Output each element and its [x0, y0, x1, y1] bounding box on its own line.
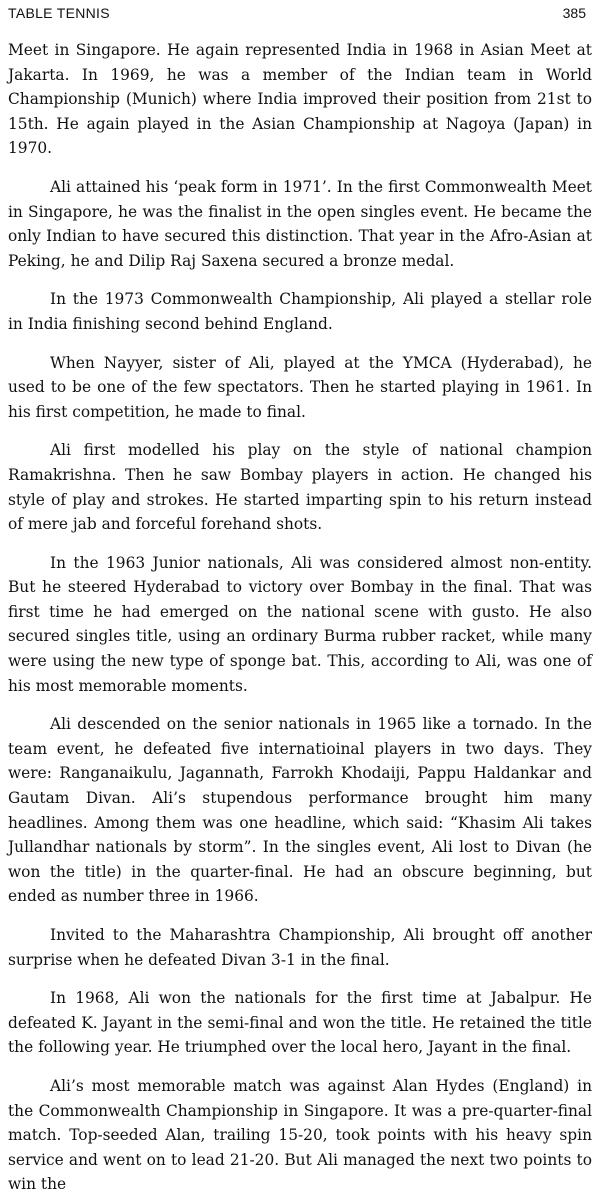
page-header	[8, 4, 592, 26]
running-head: TABLE TENNIS	[8, 5, 110, 21]
paragraph: Ali descended on the senior nationals in 1965 like a tornado. In the team event, he defeated five internatioinal players in two days. They were: Ranganaikulu, Jagannath, Farrokh Khodaiji, Pappu Haldankar and Gautam Divan. Ali’s stupendous performance brought him many headlines. Among them was one headline, which said: “Khasim Ali takes Jullandhar nationals by storm”. In the singles event, Ali lost to Divan (he won the title) in the quarter-final. He had an obscure beginning, but ended as number three in 1966.	[8, 715, 592, 906]
paragraph: Ali first modelled his play on the style of national champion Ramakrishna. Then he saw Bombay players in action. He changed his style of play and strokes. He started imparting spin to his return instead of mere jab and forceful forehand shots.	[8, 441, 592, 534]
paragraph: Ali attained his ‘peak form in 1971’. In the first Commonwealth Meet in Singapore, he was the finalist in the open singles event. He became the only Indian to have secured this distinction. That year in the Afro-Asian at Peking, he and Dilip Raj Saxena secured a bronze medal.	[8, 177, 592, 270]
paragraph: When Nayyer, sister of Ali, played at the YMCA (Hyderabad), he used to be one of the few spectators. Then he started playing in 1961. In his first competition, he made to final.	[8, 353, 592, 421]
body-text	[8, 38, 592, 1197]
paragraph: In the 1973 Commonwealth Championship, Ali played a stellar role in India finishing second behind England.	[8, 290, 592, 333]
paragraph: In the 1963 Junior nationals, Ali was considered almost non-entity. But he steered Hyderabad to victory over Bombay in the final. That was first time he had emerged on the national scene with gusto. He also secured singles title, using an ordinary Burma rubber racket, while many were using the new type of sponge bat. This, according to Ali, was one of his most memorable moments.	[8, 553, 592, 695]
paragraph: In 1968, Ali won the nationals for the first time at Jabalpur. He defeated K. Jayant in the semi-final and won the title. He retained the title the following year. He triumphed over the local hero, Jayant in the final.	[8, 989, 592, 1057]
paragraph: Invited to the Maharashtra Championship, Ali brought off another surprise when he defeated Divan 3-1 in the final.	[8, 926, 592, 969]
paragraph: Ali’s most memorable match was against Alan Hydes (England) in the Commonwealth Championship in Singapore. It was a pre-quarter-final match. Top-seeded Alan, trailing 15-20, took points with his heavy spin service and went on to lead 21-20. But Ali managed the next two points to win the	[8, 1076, 592, 1194]
page-number: 385	[562, 5, 586, 21]
paragraph: Meet in Singapore. He again represented India in 1968 in Asian Meet at Jakarta. In 1969, he was a member of the Indian team in World Championship (Munich) where India improved their position from 21st to 15th. He again played in the Asian Championship at Nagoya (Japan) in 1970.	[8, 41, 592, 158]
